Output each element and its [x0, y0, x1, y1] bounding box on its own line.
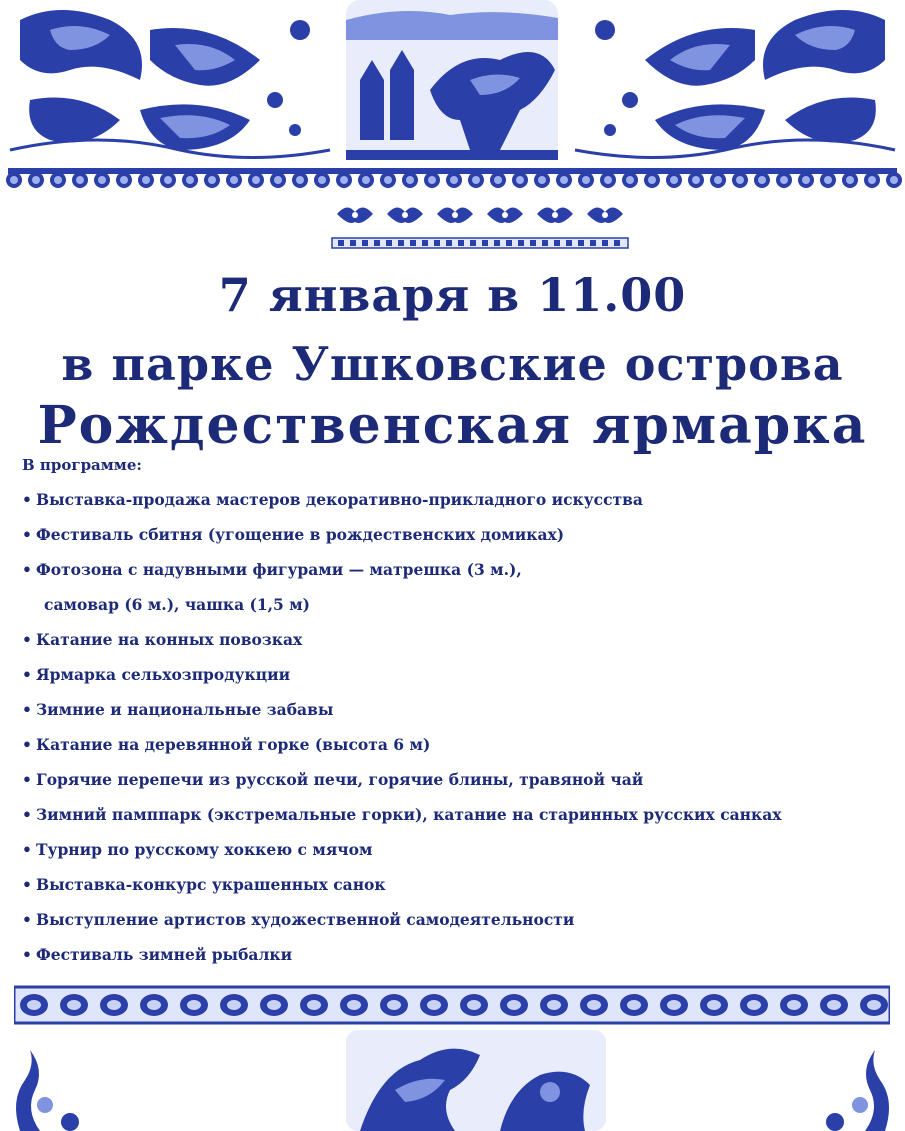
bullet-icon: •	[22, 630, 32, 649]
bird-icon	[537, 207, 573, 223]
event-title: Рождественская ярмарка	[37, 395, 868, 456]
band-mark	[362, 240, 368, 246]
band-mark	[578, 240, 584, 246]
list-item: • Выступление артистов художественной самодеятельности	[22, 906, 892, 941]
scallop-ornament-center	[230, 176, 238, 184]
program-list	[22, 486, 892, 976]
band-ornament	[220, 994, 248, 1016]
scallop-ornament-center	[626, 176, 634, 184]
band-mark	[542, 240, 548, 246]
scallop-ornament-center	[340, 176, 348, 184]
scallop-ornament-center	[384, 176, 392, 184]
scallop-ornament-center	[824, 176, 832, 184]
band-ornament	[700, 994, 728, 1016]
scallop-ornament-center	[692, 176, 700, 184]
band-mark	[494, 240, 500, 246]
gzhel-bird-divider	[330, 200, 630, 252]
scallop-ornament-center	[208, 176, 216, 184]
scallop-ornament-center	[736, 176, 744, 184]
band-ornament	[180, 994, 208, 1016]
list-item: • Горячие перепечи из русской печи, горячие блины, травяной чай	[22, 766, 892, 801]
bird-icon	[587, 207, 623, 223]
scallop-ornament-center	[450, 176, 458, 184]
scallop-ornament-center	[494, 176, 502, 184]
program-section	[22, 456, 892, 976]
scallop-ornament-center	[758, 176, 766, 184]
band-ornament	[500, 994, 528, 1016]
scallop-ornament-center	[98, 176, 106, 184]
band-mark	[422, 240, 428, 246]
bullet-icon: •	[22, 490, 32, 509]
bottom-decoration	[0, 1030, 905, 1131]
band-ornament	[540, 994, 568, 1016]
band-ornament	[340, 994, 368, 1016]
bullet-icon: •	[22, 665, 32, 684]
top-ornament-banner	[0, 0, 905, 200]
band-ornament	[660, 994, 688, 1016]
band-mark	[470, 240, 476, 246]
band-mark	[518, 240, 524, 246]
band-ornament	[380, 994, 408, 1016]
scallop-ornament-center	[516, 176, 524, 184]
band-mark	[590, 240, 596, 246]
scallop-ornament-center	[714, 176, 722, 184]
band-ornament	[140, 994, 168, 1016]
list-item: • Зимние и национальные забавы	[22, 696, 892, 731]
scallop-ornament-center	[296, 176, 304, 184]
bird-icon	[437, 207, 473, 223]
scallop-ornament-center	[54, 176, 62, 184]
band-mark	[530, 240, 536, 246]
scallop-ornament-center	[890, 176, 898, 184]
list-item: • Турнир по русскому хоккею с мячом	[22, 836, 892, 871]
band-mark	[386, 240, 392, 246]
band-mark	[566, 240, 572, 246]
band-mark	[602, 240, 608, 246]
band-ornament	[780, 994, 808, 1016]
list-item: • Фестиваль зимней рыбалки	[22, 941, 892, 976]
band-ornament	[300, 994, 328, 1016]
scallop-ornament-center	[648, 176, 656, 184]
scallop-ornament-center	[10, 176, 18, 184]
bullet-icon: •	[22, 875, 32, 894]
scallop-ornament-center	[780, 176, 788, 184]
troika-sleigh-top-illustration	[346, 0, 558, 160]
scallop-ornament-center	[560, 176, 568, 184]
bird-icon	[387, 207, 423, 223]
band-ornament	[820, 994, 848, 1016]
band-mark	[410, 240, 416, 246]
bullet-icon: •	[22, 805, 32, 824]
bullet-icon: •	[22, 525, 32, 544]
scallop-ornament-center	[32, 176, 40, 184]
scallop-ornament-center	[164, 176, 172, 184]
list-item: • Зимний памппарк (экстремальные горки), катание на старинных русских санках	[22, 801, 892, 836]
band-mark	[458, 240, 464, 246]
band-mark	[374, 240, 380, 246]
bottom-ornamental-band	[14, 985, 890, 1025]
event-date-time: 7 января в 11.00	[218, 268, 687, 322]
scallop-ornament-center	[604, 176, 612, 184]
scallop-ornament-center	[76, 176, 84, 184]
bullet-icon: •	[22, 910, 32, 929]
list-item: • Выставка-продажа мастеров декоративно-прикладного искусства	[22, 486, 892, 521]
troika-sleigh-bottom-illustration	[346, 1030, 606, 1131]
scallop-ornament-center	[252, 176, 260, 184]
bullet-icon: •	[22, 700, 32, 719]
band-mark	[506, 240, 512, 246]
scallop-ornament-center	[318, 176, 326, 184]
bullet-icon: •	[22, 945, 32, 964]
band-mark	[482, 240, 488, 246]
bullet-icon: •	[22, 560, 32, 579]
band-mark	[614, 240, 620, 246]
bullet-icon: •	[22, 840, 32, 859]
bullet-icon: •	[22, 770, 32, 789]
list-item-continuation: самовар (6 м.), чашка (1,5 м)	[44, 595, 311, 614]
bottom-left-flower-ornament	[16, 1050, 79, 1131]
scallop-ornament-center	[406, 176, 414, 184]
bullet-icon: •	[22, 735, 32, 754]
list-item: • Выставка-конкурс украшенных санок	[22, 871, 892, 906]
scallop-ornament-center	[802, 176, 810, 184]
right-flower-ornament	[575, 10, 895, 158]
event-location: в парке Ушковские острова	[61, 337, 844, 391]
scallop-ornament-center	[142, 176, 150, 184]
program-title: В программе:	[22, 456, 142, 474]
band-ornament	[460, 994, 488, 1016]
band-ornament	[740, 994, 768, 1016]
band-mark	[446, 240, 452, 246]
list-item: • Катание на конных повозках	[22, 626, 892, 661]
scallop-ornament-center	[472, 176, 480, 184]
bottom-right-flower-ornament	[826, 1050, 889, 1131]
band-ornament	[620, 994, 648, 1016]
band-mark	[338, 240, 344, 246]
scallop-ornament-center	[582, 176, 590, 184]
top-scalloped-band	[6, 168, 902, 188]
scallop-ornament-center	[362, 176, 370, 184]
band-ornament	[420, 994, 448, 1016]
bird-icon	[337, 207, 373, 223]
scallop-ornament-center	[670, 176, 678, 184]
band-ornament	[580, 994, 608, 1016]
band-mark	[434, 240, 440, 246]
scallop-ornament-center	[846, 176, 854, 184]
list-item: • Ярмарка сельхозпродукции	[22, 661, 892, 696]
scallop-ornament-center	[274, 176, 282, 184]
scallop-ornament-center	[868, 176, 876, 184]
scallop-ornament-center	[538, 176, 546, 184]
scallop-ornament-center	[120, 176, 128, 184]
band-ornament	[860, 994, 888, 1016]
band-ornament	[20, 994, 48, 1016]
band-mark	[554, 240, 560, 246]
band-mark	[350, 240, 356, 246]
left-flower-ornament	[10, 10, 330, 158]
list-item: • Фотозона с надувными фигурами — матрешка (3 м.),	[22, 556, 892, 591]
scallop-ornament-center	[428, 176, 436, 184]
band-ornament	[260, 994, 288, 1016]
list-item: • Фестиваль сбитня (угощение в рождественских домиках)	[22, 521, 892, 556]
band-mark	[398, 240, 404, 246]
bird-icon	[487, 207, 523, 223]
band-ornament	[60, 994, 88, 1016]
list-item: • Катание на деревянной горке (высота 6 м)	[22, 731, 892, 766]
scallop-ornament-center	[186, 176, 194, 184]
band-ornament	[100, 994, 128, 1016]
